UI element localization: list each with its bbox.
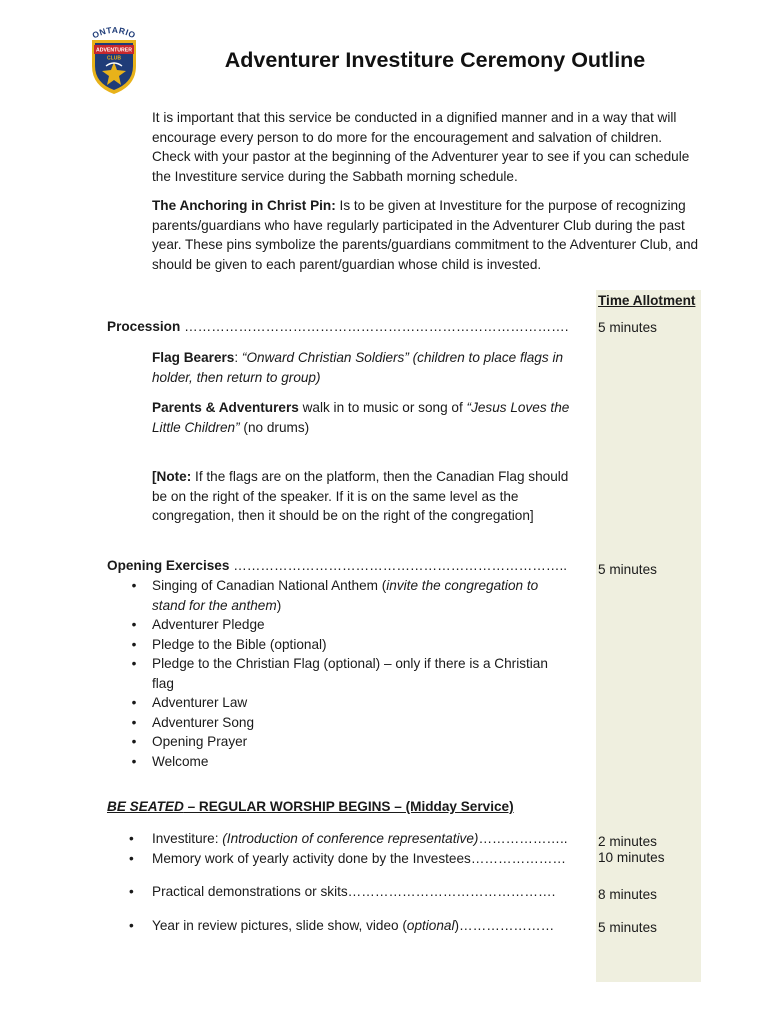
- practical-item: [129, 882, 582, 902]
- bullet-icon: •: [129, 884, 134, 899]
- investiture-italic: (Introduction of conference representative): [222, 831, 479, 846]
- flag-bearers-colon: :: [234, 350, 242, 365]
- flag-note-open: [: [152, 469, 157, 484]
- svg-text:ONTARIO: [91, 26, 138, 40]
- investiture-dots: ………………..: [478, 831, 568, 846]
- parents-adventurers-text: walk in to music or song of: [298, 400, 467, 415]
- time-allotment-header: Time Allotment: [598, 293, 696, 308]
- procession-time: 5 minutes: [598, 320, 657, 335]
- opening-exercises-heading: Opening Exercises: [107, 558, 230, 573]
- anchoring-pin-text: Is to be given at Investiture for the purpose of recognizing parents/guardians who have regularly participated in the Adventurer Club during the past year. These pins symbolize the parents/guardians commitment to the Adventurer Club, and should be given to each parent/guardian whose child is invested.: [152, 198, 699, 272]
- bullet-icon: •: [131, 617, 137, 632]
- list-item: [131, 654, 562, 693]
- anthem-italic: invite the congregation to stand for the anthem: [152, 578, 539, 613]
- flag-note-label: Note:: [156, 469, 192, 484]
- parents-adventurers-song: “Jesus Loves the Little Children”: [152, 400, 570, 435]
- anthem-text: Singing of Canadian National Anthem (: [152, 578, 387, 593]
- list-item: [131, 713, 562, 733]
- list-item-text: Adventurer Law: [152, 695, 248, 710]
- bullet-icon: •: [129, 851, 134, 866]
- anchoring-pin-label: The Anchoring in Christ Pin:: [152, 198, 336, 213]
- worship-heading: [107, 797, 514, 817]
- bullet-icon: •: [131, 656, 137, 671]
- bullet-icon: •: [129, 831, 134, 846]
- opening-exercises-time: 5 minutes: [598, 562, 657, 577]
- flag-note-text: If the flags are on the platform, then the Canadian Flag should be on the right of the speaker. If it is on the same level as the congregation, then it should be on the right of the congregation]: [152, 469, 569, 523]
- logo-banner-top: ADVENTURER: [95, 47, 133, 54]
- bullet-icon: •: [131, 714, 137, 730]
- bullet-icon: •: [129, 918, 134, 933]
- list-item-text: Pledge to the Bible (optional): [152, 636, 327, 652]
- list-item-text: Welcome: [152, 753, 209, 769]
- anchoring-pin-paragraph: [152, 196, 704, 274]
- opening-exercises-heading-row: [107, 556, 577, 576]
- practical-time: 8 minutes: [598, 887, 657, 902]
- list-item: [131, 732, 562, 752]
- procession-heading: Procession: [107, 319, 181, 334]
- bullet-icon: •: [131, 578, 137, 593]
- investiture-item: [129, 829, 582, 849]
- list-item: [131, 615, 562, 635]
- procession-heading-row: [107, 317, 577, 337]
- flag-bearers-text: “Onward Christian Soldiers” (children to place flags in holder, then return to group): [152, 350, 564, 385]
- flag-bearers-item: [152, 348, 582, 387]
- investiture-text: Investiture:: [152, 831, 223, 846]
- bullet-icon: •: [131, 753, 137, 769]
- memory-work-text: Memory work of yearly activity done by the Investees…………………: [152, 851, 566, 866]
- flag-bearers-label: Flag Bearers: [152, 350, 235, 365]
- investiture-time: 2 minutes: [598, 834, 657, 849]
- year-review-item: [129, 916, 582, 936]
- list-item: [131, 576, 562, 615]
- flag-note: [152, 467, 582, 526]
- bullet-icon: •: [131, 695, 137, 710]
- practical-text: Practical demonstrations or skits……………………………………….: [152, 884, 556, 899]
- year-review-time: 5 minutes: [598, 920, 657, 935]
- worship-heading-rest: – REGULAR WORSHIP BEGINS – (Midday Service): [183, 799, 514, 814]
- time-allotment-column: [596, 290, 701, 982]
- memory-work-item: [129, 849, 582, 869]
- logo-arc-text: ONTARIO: [90, 26, 138, 41]
- parents-adventurers-label: Parents & Adventurers: [152, 400, 299, 415]
- year-review-italic: optional: [406, 918, 455, 933]
- year-review-tail: )…………………: [454, 918, 555, 933]
- procession-dots: ………………………………………………………………………….: [184, 319, 569, 334]
- list-item-text: Adventurer Song: [152, 714, 255, 730]
- opening-exercises-dots: ………………………………………………………………..: [233, 558, 567, 573]
- list-item-text: Adventurer Pledge: [152, 617, 265, 632]
- list-item: [131, 635, 562, 655]
- list-item: [131, 752, 562, 772]
- memory-work-time: 10 minutes: [598, 850, 665, 865]
- list-item: [131, 693, 562, 713]
- year-review-text: Year in review pictures, slide show, video (: [152, 918, 407, 933]
- logo-banner-bottom: CLUB: [107, 55, 121, 62]
- worship-heading-italic: BE SEATED: [107, 799, 184, 814]
- list-item-text: Pledge to the Christian Flag (optional) – only if there is a Christian flag: [152, 656, 548, 691]
- parents-adventurers-tail: (no drums): [239, 419, 310, 435]
- opening-exercises-list: [131, 576, 562, 771]
- parents-adventurers-item: [152, 398, 572, 437]
- list-item-text: Opening Prayer: [152, 734, 248, 749]
- bullet-icon: •: [131, 636, 137, 652]
- intro-paragraph: It is important that this service be conducted in a dignified manner and in a way that will encourage every person to do more for the encouragement and salvation of children. Check with your pastor at the beginning of the Adventurer year to see if you can schedule the Investiture service during the Sabbath morning schedule.: [152, 110, 690, 184]
- bullet-icon: •: [131, 734, 137, 749]
- page-title: Adventurer Investiture Ceremony Outline: [224, 48, 646, 72]
- anthem-close: ): [276, 597, 282, 613]
